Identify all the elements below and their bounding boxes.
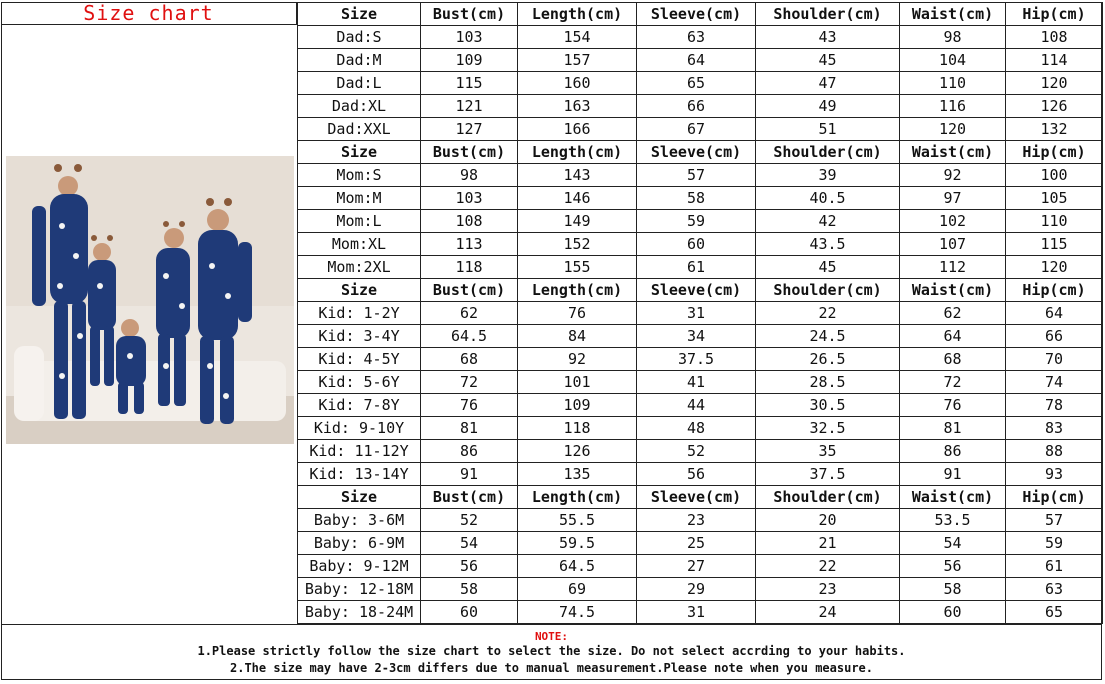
- measurement-cell: 160: [518, 72, 637, 95]
- measurement-cell: 23: [756, 578, 900, 601]
- measurement-cell: 51: [756, 118, 900, 141]
- measurement-cell: 83: [1006, 417, 1103, 440]
- measurement-cell: 110: [1006, 210, 1103, 233]
- measurement-cell: 56: [900, 555, 1006, 578]
- table-row: [298, 394, 1103, 417]
- size-label-cell: Mom:XL: [298, 233, 421, 256]
- measurement-cell: 91: [421, 463, 518, 486]
- measurement-cell: 152: [518, 233, 637, 256]
- table-row: [298, 348, 1103, 371]
- size-label-cell: Dad:XL: [298, 95, 421, 118]
- size-table: [297, 2, 1103, 624]
- size-label-cell: Baby: 18-24M: [298, 601, 421, 624]
- size-label-cell: Kid: 11-12Y: [298, 440, 421, 463]
- column-header: Bust(cm): [421, 141, 518, 164]
- measurement-cell: 72: [900, 371, 1006, 394]
- table-row: [298, 187, 1103, 210]
- table-row: [298, 417, 1103, 440]
- measurement-cell: 103: [421, 187, 518, 210]
- measurement-cell: 62: [900, 302, 1006, 325]
- measurement-cell: 54: [900, 532, 1006, 555]
- measurement-cell: 102: [900, 210, 1006, 233]
- measurement-cell: 76: [421, 394, 518, 417]
- size-label-cell: Dad:XXL: [298, 118, 421, 141]
- table-row: [298, 256, 1103, 279]
- table-row: [298, 233, 1103, 256]
- measurement-cell: 93: [1006, 463, 1103, 486]
- measurement-cell: 120: [900, 118, 1006, 141]
- measurement-cell: 121: [421, 95, 518, 118]
- table-row: [298, 210, 1103, 233]
- column-header: Size: [298, 486, 421, 509]
- size-label-cell: Baby: 3-6M: [298, 509, 421, 532]
- column-header: Bust(cm): [421, 279, 518, 302]
- size-label-cell: Mom:S: [298, 164, 421, 187]
- note-title: NOTE:: [534, 630, 569, 643]
- column-header: Sleeve(cm): [637, 279, 756, 302]
- measurement-cell: 31: [637, 302, 756, 325]
- measurement-cell: 84: [518, 325, 637, 348]
- size-chart-title: Size chart: [1, 2, 297, 25]
- column-header: Waist(cm): [900, 141, 1006, 164]
- measurement-cell: 63: [637, 26, 756, 49]
- measurement-cell: 54: [421, 532, 518, 555]
- measurement-cell: 166: [518, 118, 637, 141]
- measurement-cell: 53.5: [900, 509, 1006, 532]
- table-row: [298, 463, 1103, 486]
- measurement-cell: 55.5: [518, 509, 637, 532]
- measurement-cell: 92: [900, 164, 1006, 187]
- measurement-cell: 21: [756, 532, 900, 555]
- measurement-cell: 58: [637, 187, 756, 210]
- measurement-cell: 34: [637, 325, 756, 348]
- measurement-cell: 64.5: [421, 325, 518, 348]
- column-header: Bust(cm): [421, 3, 518, 26]
- measurement-cell: 101: [518, 371, 637, 394]
- table-row: [298, 95, 1103, 118]
- column-header: Sleeve(cm): [637, 486, 756, 509]
- measurement-cell: 25: [637, 532, 756, 555]
- column-header: Waist(cm): [900, 3, 1006, 26]
- column-header: Hip(cm): [1006, 279, 1103, 302]
- size-label-cell: Kid: 7-8Y: [298, 394, 421, 417]
- table-header-row: [298, 486, 1103, 509]
- column-header: Waist(cm): [900, 486, 1006, 509]
- measurement-cell: 68: [421, 348, 518, 371]
- column-header: Bust(cm): [421, 486, 518, 509]
- column-header: Length(cm): [518, 3, 637, 26]
- measurement-cell: 31: [637, 601, 756, 624]
- table-row: [298, 26, 1103, 49]
- measurement-cell: 30.5: [756, 394, 900, 417]
- measurement-cell: 118: [421, 256, 518, 279]
- measurement-cell: 126: [1006, 95, 1103, 118]
- measurement-cell: 146: [518, 187, 637, 210]
- column-header: Hip(cm): [1006, 3, 1103, 26]
- table-row: [298, 578, 1103, 601]
- measurement-cell: 78: [1006, 394, 1103, 417]
- size-label-cell: Kid: 4-5Y: [298, 348, 421, 371]
- size-label-cell: Baby: 6-9M: [298, 532, 421, 555]
- measurement-cell: 61: [1006, 555, 1103, 578]
- measurement-cell: 59: [637, 210, 756, 233]
- column-header: Shoulder(cm): [756, 279, 900, 302]
- measurement-cell: 44: [637, 394, 756, 417]
- note-line-2: 2.The size may have 2-3cm differs due to manual measurement.Please note when you measure.: [230, 661, 873, 675]
- size-label-cell: Dad:M: [298, 49, 421, 72]
- measurement-cell: 65: [637, 72, 756, 95]
- measurement-cell: 42: [756, 210, 900, 233]
- measurement-cell: 127: [421, 118, 518, 141]
- table-row: [298, 325, 1103, 348]
- measurement-cell: 74: [1006, 371, 1103, 394]
- column-header: Shoulder(cm): [756, 3, 900, 26]
- measurement-cell: 28.5: [756, 371, 900, 394]
- measurement-cell: 107: [900, 233, 1006, 256]
- column-header: Length(cm): [518, 486, 637, 509]
- measurement-cell: 86: [421, 440, 518, 463]
- measurement-cell: 143: [518, 164, 637, 187]
- column-header: Length(cm): [518, 279, 637, 302]
- measurement-cell: 37.5: [637, 348, 756, 371]
- measurement-cell: 66: [1006, 325, 1103, 348]
- measurement-cell: 43.5: [756, 233, 900, 256]
- table-header-row: [298, 3, 1103, 26]
- measurement-cell: 110: [900, 72, 1006, 95]
- column-header: Size: [298, 279, 421, 302]
- measurement-cell: 59.5: [518, 532, 637, 555]
- measurement-cell: 109: [518, 394, 637, 417]
- family-photo-illustration: [6, 156, 294, 444]
- table-row: [298, 72, 1103, 95]
- measurement-cell: 126: [518, 440, 637, 463]
- measurement-cell: 22: [756, 555, 900, 578]
- measurement-cell: 64: [637, 49, 756, 72]
- table-header-row: [298, 141, 1103, 164]
- measurement-cell: 49: [756, 95, 900, 118]
- table-row: [298, 532, 1103, 555]
- column-header: Length(cm): [518, 141, 637, 164]
- measurement-cell: 163: [518, 95, 637, 118]
- size-label-cell: Kid: 5-6Y: [298, 371, 421, 394]
- measurement-cell: 81: [900, 417, 1006, 440]
- measurement-cell: 32.5: [756, 417, 900, 440]
- measurement-cell: 27: [637, 555, 756, 578]
- measurement-cell: 104: [900, 49, 1006, 72]
- measurement-cell: 108: [421, 210, 518, 233]
- measurement-cell: 39: [756, 164, 900, 187]
- column-header: Hip(cm): [1006, 141, 1103, 164]
- measurement-cell: 60: [421, 601, 518, 624]
- measurement-cell: 67: [637, 118, 756, 141]
- measurement-cell: 45: [756, 256, 900, 279]
- measurement-cell: 81: [421, 417, 518, 440]
- measurement-cell: 29: [637, 578, 756, 601]
- measurement-cell: 22: [756, 302, 900, 325]
- measurement-cell: 135: [518, 463, 637, 486]
- size-label-cell: Kid: 13-14Y: [298, 463, 421, 486]
- measurement-cell: 88: [1006, 440, 1103, 463]
- measurement-cell: 115: [421, 72, 518, 95]
- measurement-cell: 72: [421, 371, 518, 394]
- column-header: Size: [298, 141, 421, 164]
- measurement-cell: 70: [1006, 348, 1103, 371]
- measurement-cell: 48: [637, 417, 756, 440]
- table-row: [298, 509, 1103, 532]
- size-label-cell: Dad:L: [298, 72, 421, 95]
- table-row: [298, 601, 1103, 624]
- measurement-cell: 57: [1006, 509, 1103, 532]
- measurement-cell: 157: [518, 49, 637, 72]
- measurement-cell: 86: [900, 440, 1006, 463]
- measurement-cell: 65: [1006, 601, 1103, 624]
- table-row: [298, 371, 1103, 394]
- measurement-cell: 108: [1006, 26, 1103, 49]
- column-header: Sleeve(cm): [637, 141, 756, 164]
- measurement-cell: 115: [1006, 233, 1103, 256]
- measurement-cell: 149: [518, 210, 637, 233]
- measurement-cell: 64.5: [518, 555, 637, 578]
- measurement-cell: 60: [637, 233, 756, 256]
- measurement-cell: 62: [421, 302, 518, 325]
- measurement-cell: 76: [518, 302, 637, 325]
- measurement-cell: 112: [900, 256, 1006, 279]
- measurement-cell: 57: [637, 164, 756, 187]
- measurement-cell: 68: [900, 348, 1006, 371]
- measurement-cell: 98: [421, 164, 518, 187]
- measurement-cell: 64: [1006, 302, 1103, 325]
- measurement-cell: 120: [1006, 256, 1103, 279]
- measurement-cell: 100: [1006, 164, 1103, 187]
- measurement-cell: 154: [518, 26, 637, 49]
- measurement-cell: 56: [637, 463, 756, 486]
- measurement-cell: 52: [421, 509, 518, 532]
- table-row: [298, 164, 1103, 187]
- column-header: Hip(cm): [1006, 486, 1103, 509]
- measurement-cell: 63: [1006, 578, 1103, 601]
- size-label-cell: Kid: 1-2Y: [298, 302, 421, 325]
- table-row: [298, 555, 1103, 578]
- measurement-cell: 37.5: [756, 463, 900, 486]
- measurement-cell: 41: [637, 371, 756, 394]
- measurement-cell: 43: [756, 26, 900, 49]
- measurement-cell: 120: [1006, 72, 1103, 95]
- measurement-cell: 24.5: [756, 325, 900, 348]
- measurement-cell: 58: [900, 578, 1006, 601]
- note-line-1: 1.Please strictly follow the size chart to select the size. Do not select accrding to your habits.: [197, 644, 906, 658]
- column-header: Waist(cm): [900, 279, 1006, 302]
- measurement-cell: 76: [900, 394, 1006, 417]
- measurement-cell: 109: [421, 49, 518, 72]
- measurement-cell: 116: [900, 95, 1006, 118]
- measurement-cell: 97: [900, 187, 1006, 210]
- measurement-cell: 45: [756, 49, 900, 72]
- measurement-cell: 58: [421, 578, 518, 601]
- size-label-cell: Baby: 12-18M: [298, 578, 421, 601]
- measurement-cell: 155: [518, 256, 637, 279]
- measurement-cell: 35: [756, 440, 900, 463]
- measurement-cell: 66: [637, 95, 756, 118]
- measurement-cell: 92: [518, 348, 637, 371]
- table-row: [298, 302, 1103, 325]
- table-row: [298, 440, 1103, 463]
- table-row: [298, 118, 1103, 141]
- size-table-body: [298, 3, 1103, 624]
- measurement-cell: 60: [900, 601, 1006, 624]
- measurement-cell: 118: [518, 417, 637, 440]
- size-label-cell: Mom:M: [298, 187, 421, 210]
- column-header: Sleeve(cm): [637, 3, 756, 26]
- measurement-cell: 105: [1006, 187, 1103, 210]
- table-header-row: [298, 279, 1103, 302]
- column-header: Shoulder(cm): [756, 141, 900, 164]
- size-label-cell: Dad:S: [298, 26, 421, 49]
- table-row: [298, 49, 1103, 72]
- measurement-cell: 61: [637, 256, 756, 279]
- note-section: [1, 624, 1102, 680]
- size-label-cell: Baby: 9-12M: [298, 555, 421, 578]
- measurement-cell: 24: [756, 601, 900, 624]
- size-label-cell: Kid: 9-10Y: [298, 417, 421, 440]
- size-label-cell: Mom:2XL: [298, 256, 421, 279]
- measurement-cell: 98: [900, 26, 1006, 49]
- measurement-cell: 20: [756, 509, 900, 532]
- measurement-cell: 47: [756, 72, 900, 95]
- measurement-cell: 23: [637, 509, 756, 532]
- measurement-cell: 56: [421, 555, 518, 578]
- measurement-cell: 132: [1006, 118, 1103, 141]
- measurement-cell: 113: [421, 233, 518, 256]
- size-label-cell: Mom:L: [298, 210, 421, 233]
- measurement-cell: 59: [1006, 532, 1103, 555]
- measurement-cell: 52: [637, 440, 756, 463]
- measurement-cell: 64: [900, 325, 1006, 348]
- column-header: Shoulder(cm): [756, 486, 900, 509]
- size-label-cell: Kid: 3-4Y: [298, 325, 421, 348]
- measurement-cell: 74.5: [518, 601, 637, 624]
- measurement-cell: 40.5: [756, 187, 900, 210]
- measurement-cell: 26.5: [756, 348, 900, 371]
- column-header: Size: [298, 3, 421, 26]
- measurement-cell: 103: [421, 26, 518, 49]
- measurement-cell: 69: [518, 578, 637, 601]
- measurement-cell: 91: [900, 463, 1006, 486]
- measurement-cell: 114: [1006, 49, 1103, 72]
- family-pajamas-photo: [6, 156, 294, 444]
